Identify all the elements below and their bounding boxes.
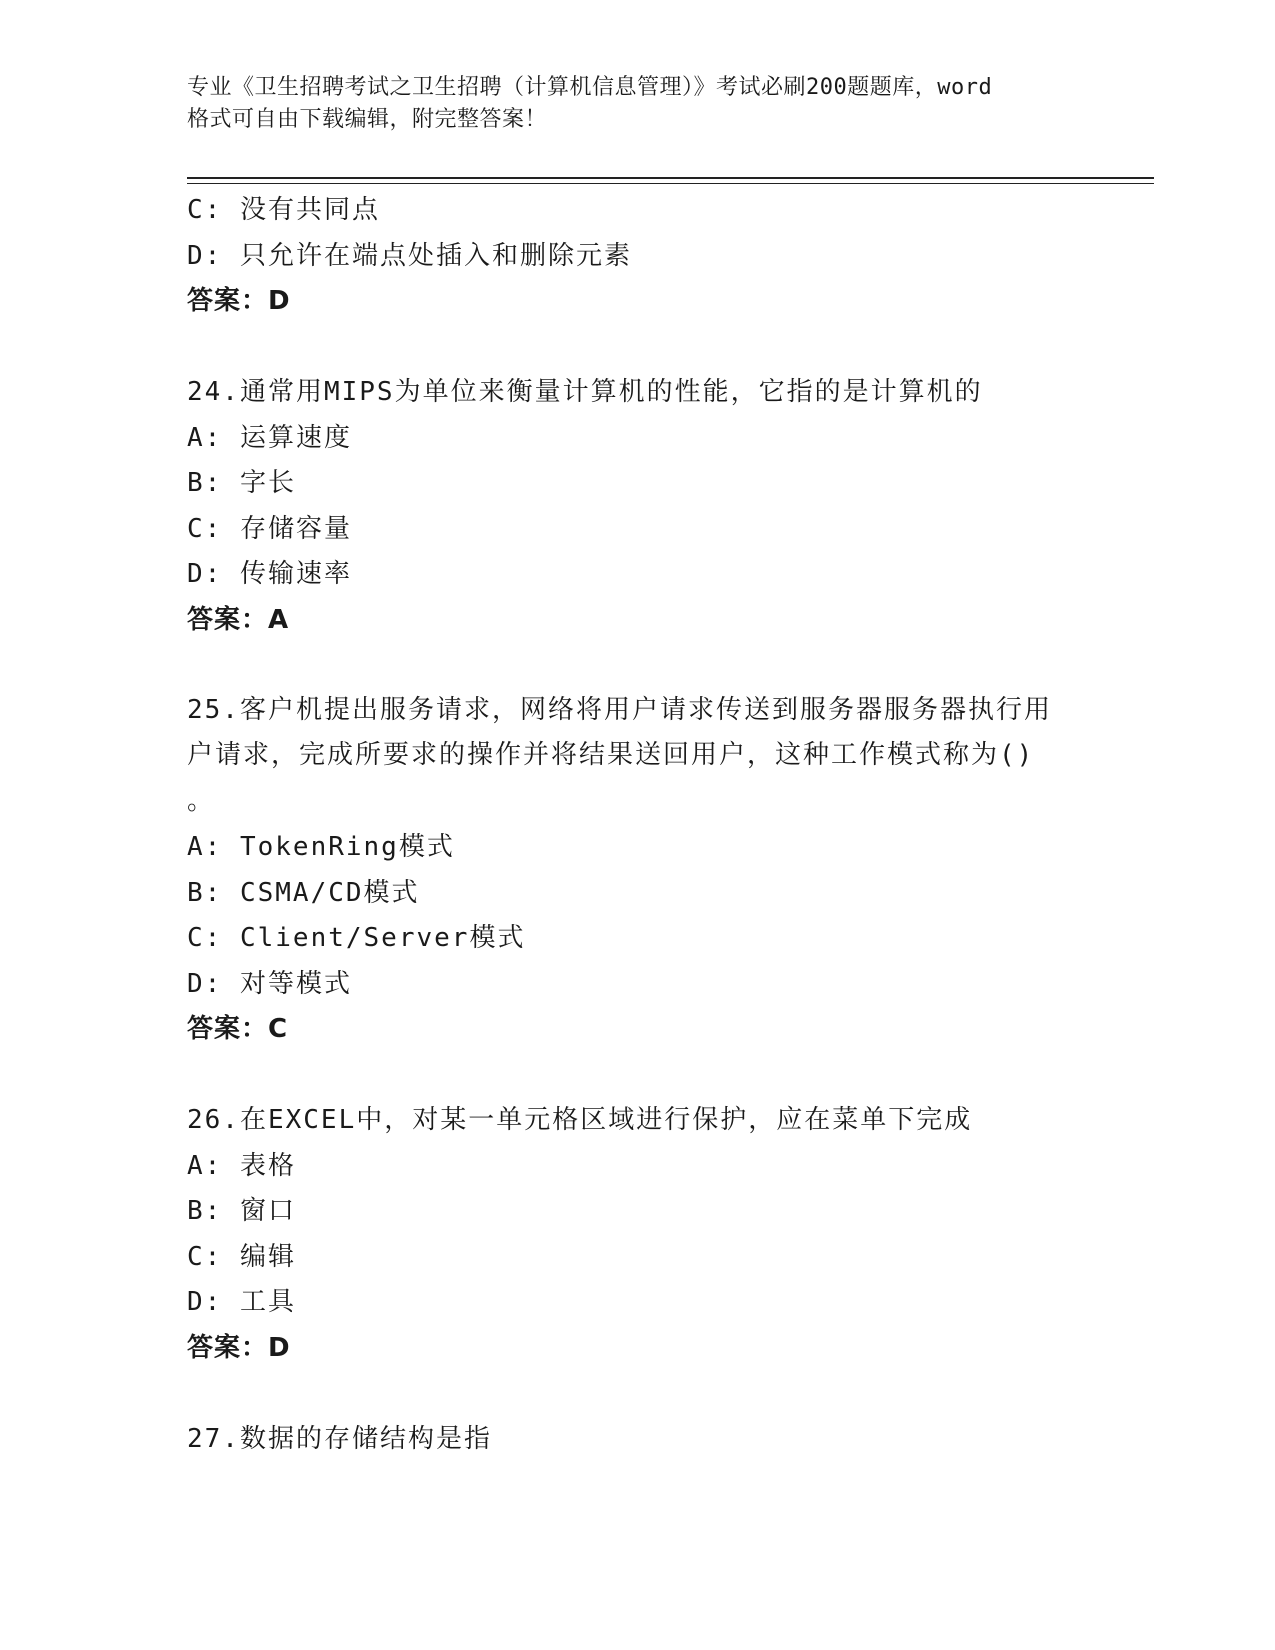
header-line-1: 专业《卫生招聘考试之卫生招聘（计算机信息管理）》考试必刷200题题库，word [187,75,993,100]
option-c: C: 存储容量 [187,513,352,544]
option-a: A: 表格 [187,1150,296,1181]
question-25 [187,689,1087,1053]
option-a: A: 运算速度 [187,422,352,453]
question-stem-line-2: 户请求，完成所要求的操作并将结果送回用户，这种工作模式称为() [187,740,1035,770]
question-stem: 24.通常用MIPS为单位来衡量计算机的性能，它指的是计算机的 [187,377,983,407]
option-d: D: 工具 [187,1287,296,1317]
option-b: B: 字长 [187,468,296,498]
header-divider-thin [187,183,1154,184]
question-stem-line-3: 。 [187,785,216,816]
option-d: D: 只允许在端点处插入和删除元素 [187,240,632,271]
option-d: D: 传输速率 [187,559,352,589]
option-d: D: 对等模式 [187,968,352,999]
answer: 答案：D [187,286,291,316]
question-stem: 26.在EXCEL中，对某一单元格区域进行保护，应在菜单下完成 [187,1105,973,1135]
question-27 [187,1417,1087,1463]
answer: 答案：D [187,1332,291,1363]
question-23-tail [187,188,1087,325]
question-stem: 27.数据的存储结构是指 [187,1423,492,1454]
question-list [187,188,1087,1462]
header-line-2: 格式可自由下载编辑，附完整答案！ [187,107,548,132]
answer: 答案：C [187,1014,289,1044]
question-stem-line-1: 25.客户机提出服务请求，网络将用户请求传送到服务器服务器执行用 [187,694,1052,725]
header-divider-thick [187,177,1154,179]
option-a: A: TokenRing模式 [187,832,455,862]
answer: 答案：A [187,604,290,635]
question-26 [187,1098,1087,1371]
option-c: C: Client/Server模式 [187,923,526,953]
document-header [187,72,1087,136]
option-b: B: CSMA/CD模式 [187,877,420,908]
option-c: C: 编辑 [187,1241,296,1272]
option-b: B: 窗口 [187,1196,296,1226]
option-c: C: 没有共同点 [187,195,380,225]
question-24 [187,370,1087,643]
